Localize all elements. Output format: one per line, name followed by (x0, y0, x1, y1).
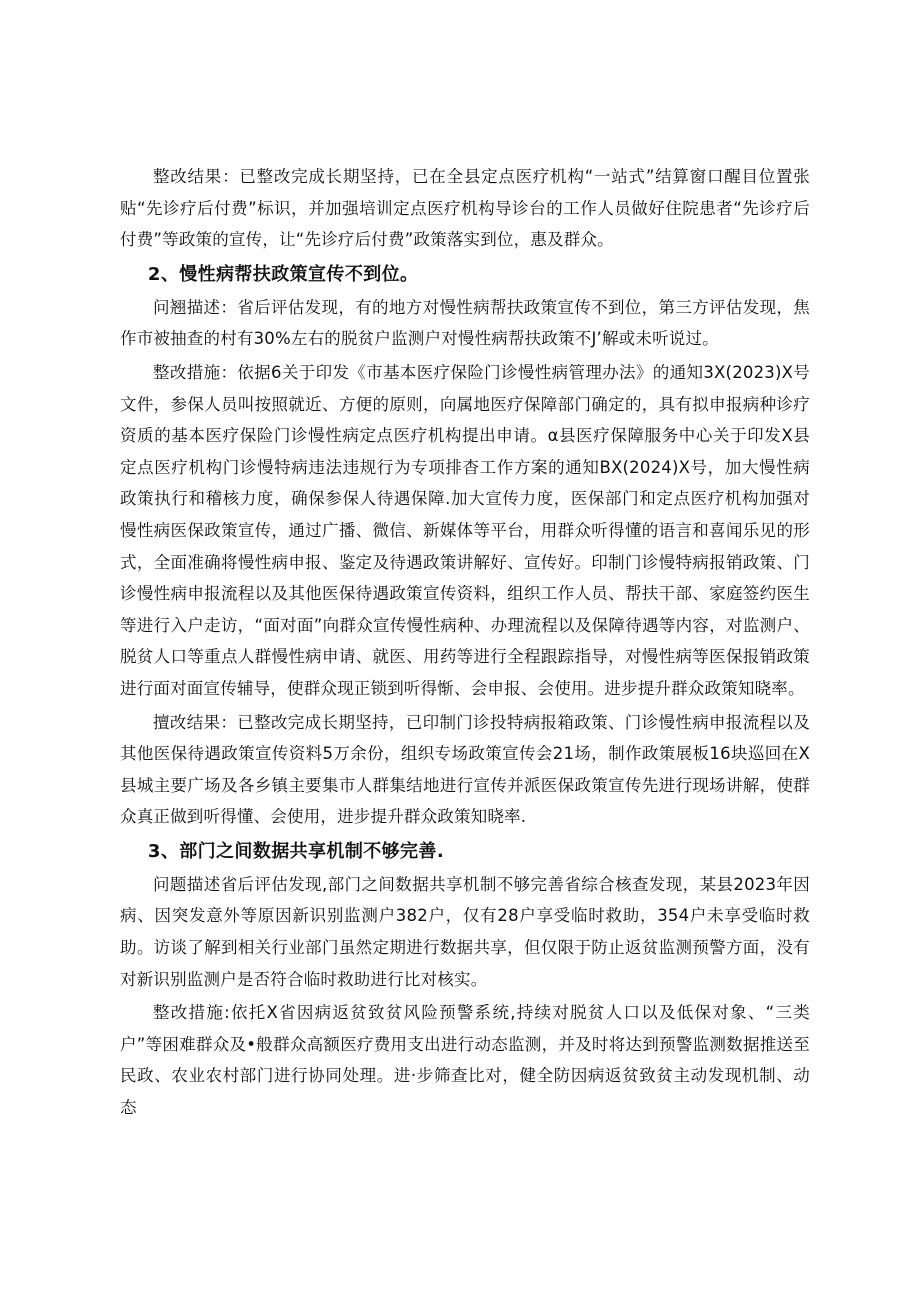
paragraph-problem-description-2: 问翘描述：省后评估发现，有的地方对慢性病帮扶政策宣传不到位，第三方评估发现，焦作市被抽查的村有30%左右的脱贫户监测户对慢性病帮扶政策不J’解或未听说过。 (120, 297, 810, 349)
paragraph-problem-description-3: 问题描述省后评估发现,部门之间数据共享机制不够完善省综合核查发现，某县2023年因病、因突发意外等原因新识别监测户382户，仅有28户享受临时救助，354户未享受临时救助。访谈了解到相关行业部门虽然定期进行数据共享，但仅限于防止返贫监测预警方面，没有对新识别监测户是否符合临时救助进行比对核实。 (120, 874, 810, 989)
paragraph-rectification-measures-3: 整改措施:依托X省因病返贫致贫风险预警系统,持续对脱贫人口以及低保对象、“三类户”等困难群众及•般群众高额医疗费用支出进行动态监测，并及时将达到预警监测数据推送至民政、农业农村部门进行协同处理。进·步筛查比对，健全防因病返贫致贫主动发现机制、动态 (120, 1003, 810, 1118)
paragraph-rectification-result-2: 擅改结果：已整改完成长期坚持，已印制门诊投特病报箱政策、门诊慢性病申报流程以及其他医保待遇政策宣传资料5万余份，组织专场政策宣传会21场，制作政策展板16块巡回在X县城主要广场及各乡镇主要集市人群集结地进行宣传并派医保政策宣传先进行现场讲解，使群众真正做到听得懂、会使用，进步提升群众政策知晓率. (120, 712, 810, 827)
paragraph-rectification-result-1: 整改结果：已整改完成长期坚持，已在全县定点医疗机构“一站式”结算窗口醒目位置张贴“先诊疗后付费”标识，并加强培训定点医疗机构导诊台的工作人员做好住院患者“先诊疗后付费”等政策的宣传，让“先诊疗后付费”政策落实到位，惠及群众。 (120, 167, 810, 250)
document-body (120, 161, 810, 1124)
section-heading-3: 3、部门之间数据共享机制不够完善. (147, 840, 445, 862)
paragraph-rectification-measures-2: 整改措施：依据6关于印发《市基本医疗保险门诊慢性病管理办法》的通知3X(2023)X号文件，参保人员叫按照就近、方便的原则，向属地医疗保障部门确定的，具有拟申报病种诊疗资质的基本医疗保险门诊慢性病定点医疗机构提出申请。α县医疗保障服务中心关于印发X县定点医疗机构门诊慢特病违法违规行为专项排杳工作方案的通知BX(2024)X号，加大慢性病政策执行和稽核力度，确保参保人待遇保障.加大宣传力度，医保部门和定点医疗机构加强对慢性病医保政策宣传，通过广播、微信、新媒体等平台，用群众听得懂的语言和喜闻乐见的形式，全面准确将慢性病申报、鉴定及待遇政策讲解好、宣传好。印制门诊慢特病报销政策、门诊慢性病申报流程以及其他医保待遇政策宣传资料，组织工作人员、帮扶干部、家庭签约医生等进行入户走访，“面对面”向群众宣传慢性病种、办理流程以及保障待遇等内容，对监测户、脱贫人口等重点人群慢性病申请、就医、用药等进行全程跟踪指导，对慢性病等医保报销政策进行面对面宣传辅导，使群众现正锁到听得惭、会申报、会使用。进步提升群众政策知晓率。 (120, 362, 810, 698)
section-heading-2: 2、慢性病帮扶政策宣传不到位。 (147, 263, 419, 285)
